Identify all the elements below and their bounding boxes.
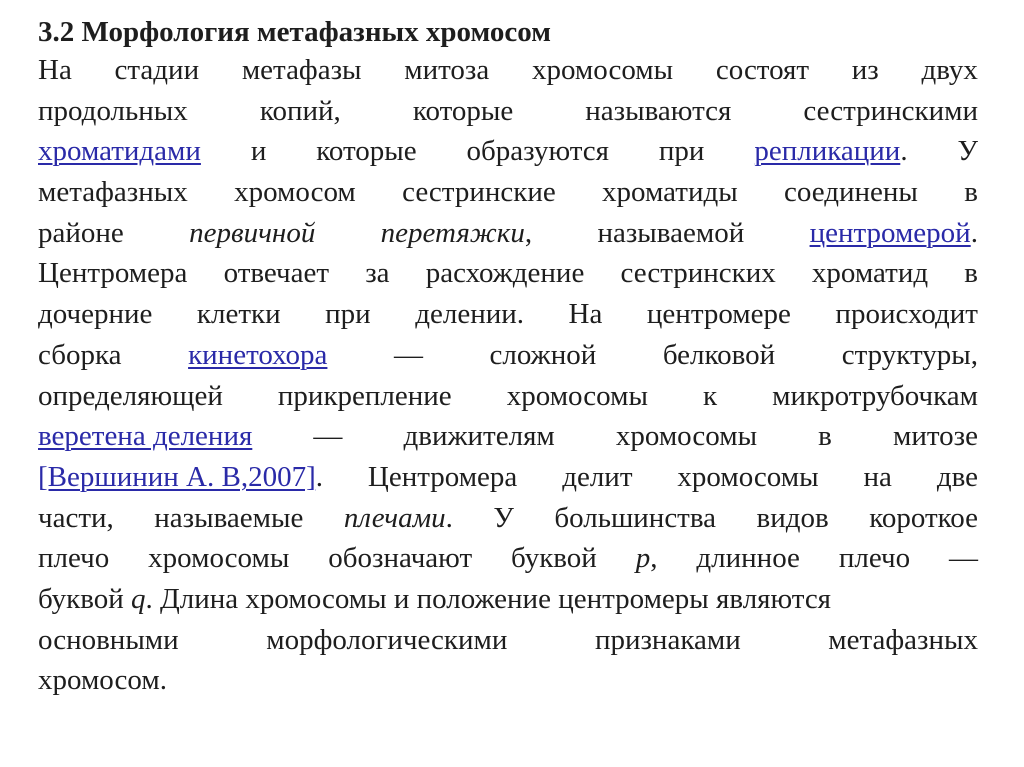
word-group: [344, 498, 453, 539]
word: хромосомы: [506, 379, 648, 412]
word: движителям: [403, 420, 555, 453]
word: большинства: [554, 501, 717, 534]
word: прикрепление: [277, 379, 452, 412]
word: буквой: [38, 582, 132, 615]
word: длинное: [696, 542, 800, 575]
text-line: [38, 131, 978, 172]
word: в: [818, 420, 832, 453]
word: хромосомы: [677, 460, 819, 493]
text-line: [38, 579, 978, 620]
word: сестринские: [402, 176, 556, 209]
reference-link[interactable]: репликации: [754, 135, 901, 168]
word: при: [325, 298, 371, 331]
text-line: [38, 172, 978, 213]
text-line: [38, 253, 978, 294]
text-line: [38, 620, 978, 661]
word: продольных: [38, 94, 188, 127]
word: отвечает: [223, 257, 330, 290]
italic-term: плечами: [343, 501, 446, 534]
word: центромере: [646, 298, 791, 331]
word: образуются: [466, 135, 610, 168]
word: соединены: [784, 176, 918, 209]
word: У: [493, 501, 514, 534]
word: .: [315, 460, 323, 493]
text-line: [38, 498, 978, 539]
text-line: [38, 457, 978, 498]
word: расхождение: [425, 257, 585, 290]
word: плечо: [38, 542, 110, 575]
word: двух: [921, 54, 978, 86]
word: —: [949, 542, 978, 575]
word: делении.: [415, 298, 525, 331]
word: ,: [524, 216, 533, 249]
slide-content: [38, 14, 978, 701]
text-line: [38, 376, 978, 417]
reference-link[interactable]: кинетохора: [188, 338, 328, 371]
word-group: [810, 213, 978, 254]
word: на: [863, 460, 892, 493]
word: На: [568, 298, 603, 331]
word: сборка: [38, 338, 122, 371]
text-line: [38, 213, 978, 254]
word: копий,: [259, 94, 341, 127]
word: митоза: [404, 54, 490, 86]
word: за: [365, 257, 390, 290]
word: сложной: [489, 338, 597, 371]
word: и: [250, 135, 267, 168]
word: видов: [756, 501, 829, 534]
word: хроматиды: [602, 176, 738, 209]
word: дочерние: [38, 298, 153, 331]
reference-link[interactable]: веретена деления: [38, 420, 253, 453]
word: хроматид: [811, 257, 929, 290]
word: сестринских: [620, 257, 776, 290]
word: клетки: [196, 298, 281, 331]
word: обозначают: [328, 542, 473, 575]
word: Центромера: [38, 257, 188, 290]
text-line: [38, 91, 978, 132]
word: в: [964, 176, 978, 209]
word-group: [38, 579, 831, 620]
text-line: [38, 335, 978, 376]
word: .: [900, 135, 908, 168]
word: метафазы: [241, 54, 362, 86]
word: которые: [412, 94, 514, 127]
word-group: [38, 457, 323, 498]
word: —: [393, 338, 423, 371]
word: хромосом.: [38, 664, 167, 697]
word: структуры,: [841, 338, 978, 371]
word: метафазных: [38, 176, 188, 209]
word: хромосомы: [615, 420, 758, 453]
word: короткое: [869, 501, 978, 534]
word: сестринскими: [803, 94, 978, 127]
word: митозе: [892, 420, 978, 453]
word: хромосомы: [148, 542, 290, 575]
word: метафазных: [828, 623, 978, 656]
word: У: [957, 135, 978, 168]
text-line: [38, 538, 978, 579]
word: состоят: [715, 54, 810, 86]
word: .: [445, 501, 453, 534]
reference-link[interactable]: [Вершинин А. В,2007]: [38, 460, 316, 493]
word: —: [313, 420, 343, 453]
word: стадии: [114, 54, 200, 86]
italic-term: p: [635, 542, 651, 575]
word: хромосомы: [531, 54, 674, 86]
word: микротрубочкам: [772, 379, 978, 412]
text-line: [38, 660, 978, 701]
word: в: [964, 257, 978, 290]
text-line: [38, 294, 978, 335]
word-group: [754, 131, 907, 172]
italic-term: q: [131, 582, 146, 615]
body-paragraph: [38, 50, 978, 701]
word: называются: [585, 94, 732, 127]
word: .: [970, 216, 978, 249]
word-group: [381, 213, 532, 254]
word: две: [936, 460, 978, 493]
word: делит: [562, 460, 633, 493]
word: белковой: [662, 338, 776, 371]
word: хромосом: [234, 176, 356, 209]
italic-term: перетяжки: [380, 216, 525, 249]
word: . Длина хромосомы и положение центромеры являются: [145, 582, 832, 615]
section-heading: 3.2 Морфология метафазных хромосом: [38, 16, 551, 48]
word: которые: [316, 135, 417, 168]
word: происходит: [835, 298, 978, 331]
word: буквой: [511, 542, 597, 575]
word: основными: [38, 623, 179, 656]
word: Центромера: [367, 460, 518, 493]
word: плечо: [838, 542, 911, 575]
word: определяющей: [38, 379, 223, 412]
word: На: [38, 54, 72, 86]
word: признаками: [594, 623, 741, 656]
text-line: [38, 416, 978, 457]
italic-term: первичной: [189, 216, 316, 249]
word: к: [703, 379, 718, 412]
word: называемой: [597, 216, 745, 249]
text-line: [38, 50, 978, 91]
reference-link[interactable]: центромерой: [809, 216, 971, 249]
word: части,: [38, 501, 114, 534]
word: районе: [38, 216, 124, 249]
word: морфологическими: [266, 623, 508, 656]
word: при: [658, 135, 705, 168]
word: ,: [650, 542, 658, 575]
reference-link[interactable]: хроматидами: [38, 135, 201, 168]
word: называемые: [154, 501, 304, 534]
word: из: [851, 54, 879, 86]
word-group: [636, 538, 658, 579]
